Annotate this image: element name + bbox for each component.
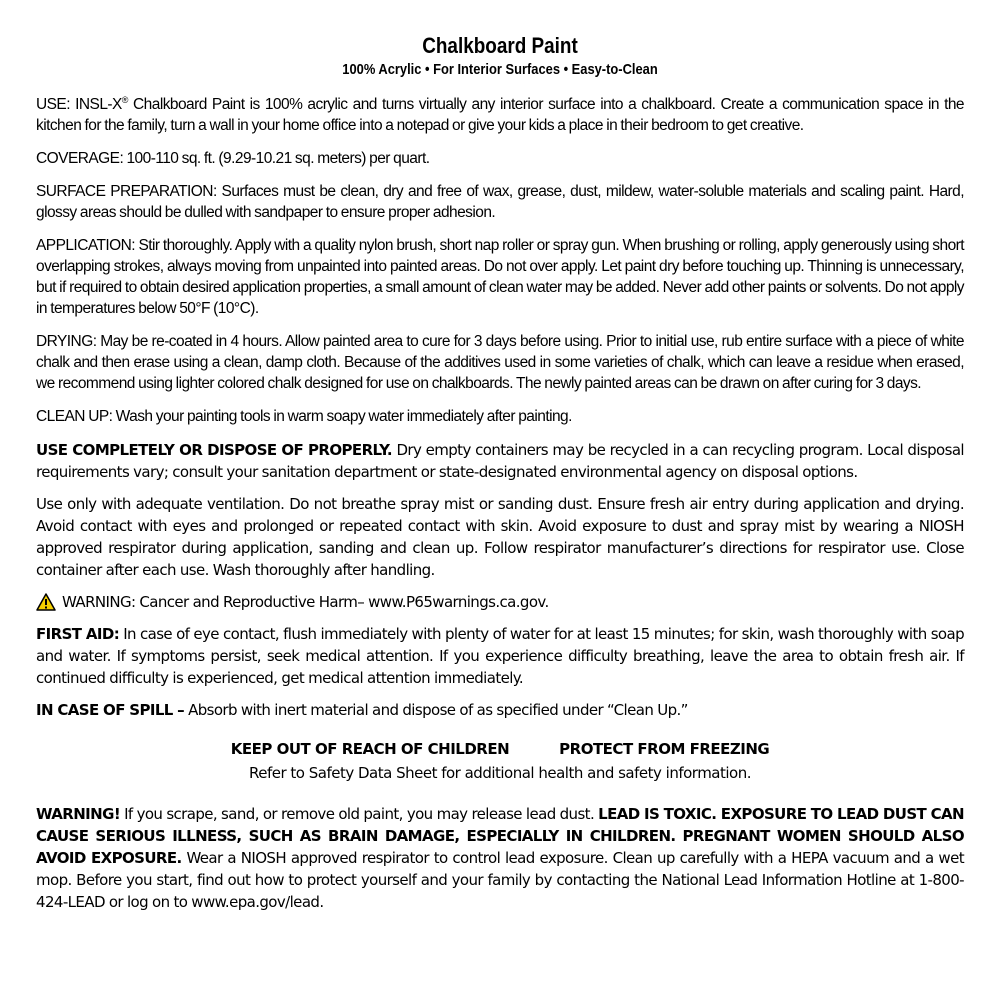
first-aid-label: FIRST AID:: [36, 625, 120, 643]
use-label: USE:: [36, 96, 70, 113]
spill-label: IN CASE OF SPILL –: [36, 701, 185, 719]
protect-from-freezing-notice: PROTECT FROM FREEZING: [559, 740, 770, 758]
registered-mark: ®: [121, 94, 128, 105]
use-text: Chalkboard Paint is 100% acrylic and turns virtually any interior surface into a chalkboard. Create a communication space in the kitchen for the family, turn a wall in your home office into a notepad or give your kids a place in their bedroom to get creative.: [36, 96, 965, 134]
drying-label: DRYING:: [36, 333, 97, 350]
notices-block: [36, 737, 964, 785]
spill-section: [36, 699, 964, 721]
lead-warning-text2: Wear a NIOSH approved respirator to control lead exposure. Clean up carefully with a HEPA vacuum and a wet mop. Before you start, find out how to protect yourself and your family by contacting the National Lead Information Hotline at 1-800-424-LEAD or log on to www.epa.gov/lead.: [36, 849, 965, 911]
first-aid-section: [36, 623, 964, 689]
disposal-text: Dry empty containers may be recycled in a can recycling program. Local disposal requirements vary; consult your sanitation department or state-designated environmental agency on disposal options.: [36, 441, 965, 481]
lead-warning-text1: If you scrape, sand, or remove old paint, you may release lead dust.: [124, 805, 595, 823]
p65-warning: [36, 591, 964, 613]
page-subtitle: 100% Acrylic • For Interior Surfaces • Easy-to-Clean: [342, 61, 658, 78]
drying-section: [36, 331, 964, 394]
label-document: [36, 32, 964, 913]
disposal-label: USE COMPLETELY OR DISPOSE OF PROPERLY.: [36, 441, 393, 459]
application-section: [36, 235, 964, 319]
cleanup-section: [36, 406, 964, 427]
brand-name: INSL-X: [75, 96, 122, 113]
lead-warning-label: WARNING!: [36, 805, 121, 823]
drying-text: May be re-coated in 4 hours. Allow painted area to cure for 3 days before using. Prior to initial use, rub entire surface with a piece of white chalk and then erase using a clean, damp cloth. Because of the additives used in some varieties of chalk, which can leave a residue when erased, we recommend using lighter colored chalk designed for use on chalkboards. The newly painted areas can be drawn on after curing for 3 days.: [36, 333, 964, 392]
cleanup-text: Wash your painting tools in warm soapy water immediately after painting.: [115, 408, 572, 425]
cleanup-label: CLEAN UP:: [36, 408, 113, 425]
spill-text: Absorb with inert material and dispose of as specified under “Clean Up.”: [188, 701, 688, 719]
coverage-section: [36, 148, 964, 169]
p65-text: WARNING: Cancer and Reproductive Harm– www.P65warnings.ca.gov.: [62, 593, 549, 611]
keep-out-of-reach-notice: KEEP OUT OF REACH OF CHILDREN: [230, 740, 510, 758]
coverage-label: COVERAGE:: [36, 150, 124, 167]
application-label: APPLICATION:: [36, 237, 136, 254]
lead-warning-section: [36, 803, 964, 913]
coverage-text: 100-110 sq. ft. (9.29-10.21 sq. meters) per quart.: [126, 150, 430, 167]
ventilation-section: Use only with adequate ventilation. Do not breathe spray mist or sanding dust. Ensure fresh air entry during application and drying. Avoid contact with eyes and prolonged or repeated contact with skin. Avoid exposure to dust and spray mist by wearing a NIOSH approved respirator during application, sanding and clean up. Follow respirator manufacturer’s directions for respirator use. Close container after each use. Wash thoroughly after handling.: [36, 495, 964, 579]
surface-prep-label: SURFACE PREPARATION:: [36, 183, 217, 200]
lead-warning-bold: LEAD IS TOXIC. EXPOSURE TO LEAD DUST CAN CAUSE SERIOUS ILLNESS, SUCH AS BRAIN DAMAGE, ESPECIALLY IN CHILDREN. PREGNANT WOMEN SHOULD ALSO AVOID EXPOSURE.: [36, 805, 965, 867]
surface-prep-section: [36, 181, 964, 223]
first-aid-text: In case of eye contact, flush immediately with plenty of water for at least 15 minutes; for skin, wash thoroughly with soap and water. If symptoms persist, seek medical attention. If you experience difficulty breathing, leave the area to obtain fresh air. If continued difficulty is experienced, get medical attention immediately.: [36, 625, 965, 687]
notices-row: [36, 737, 964, 761]
disposal-section: [36, 439, 964, 483]
application-text: Stir thoroughly. Apply with a quality nylon brush, short nap roller or spray gun. When brushing or rolling, apply generously using short overlapping strokes, always moving from unpainted into painted areas. Do not over apply. Let paint dry before touching up. Thinning is unnecessary, but if required to obtain desired application properties, a small amount of clean water may be added. Never add other paints or solvents. Do not apply in temperatures below 50°F (10°C).: [36, 237, 965, 317]
surface-prep-text: Surfaces must be clean, dry and free of wax, grease, dust, mildew, water-soluble materials and scaling paint. Hard, glossy areas should be dulled with sandpaper to ensure proper adhesion.: [36, 183, 964, 221]
sds-notice: Refer to Safety Data Sheet for additional health and safety information.: [249, 764, 751, 782]
use-section: [36, 94, 964, 136]
page-title: Chalkboard Paint: [422, 33, 578, 58]
warning-triangle-icon: [36, 593, 56, 611]
